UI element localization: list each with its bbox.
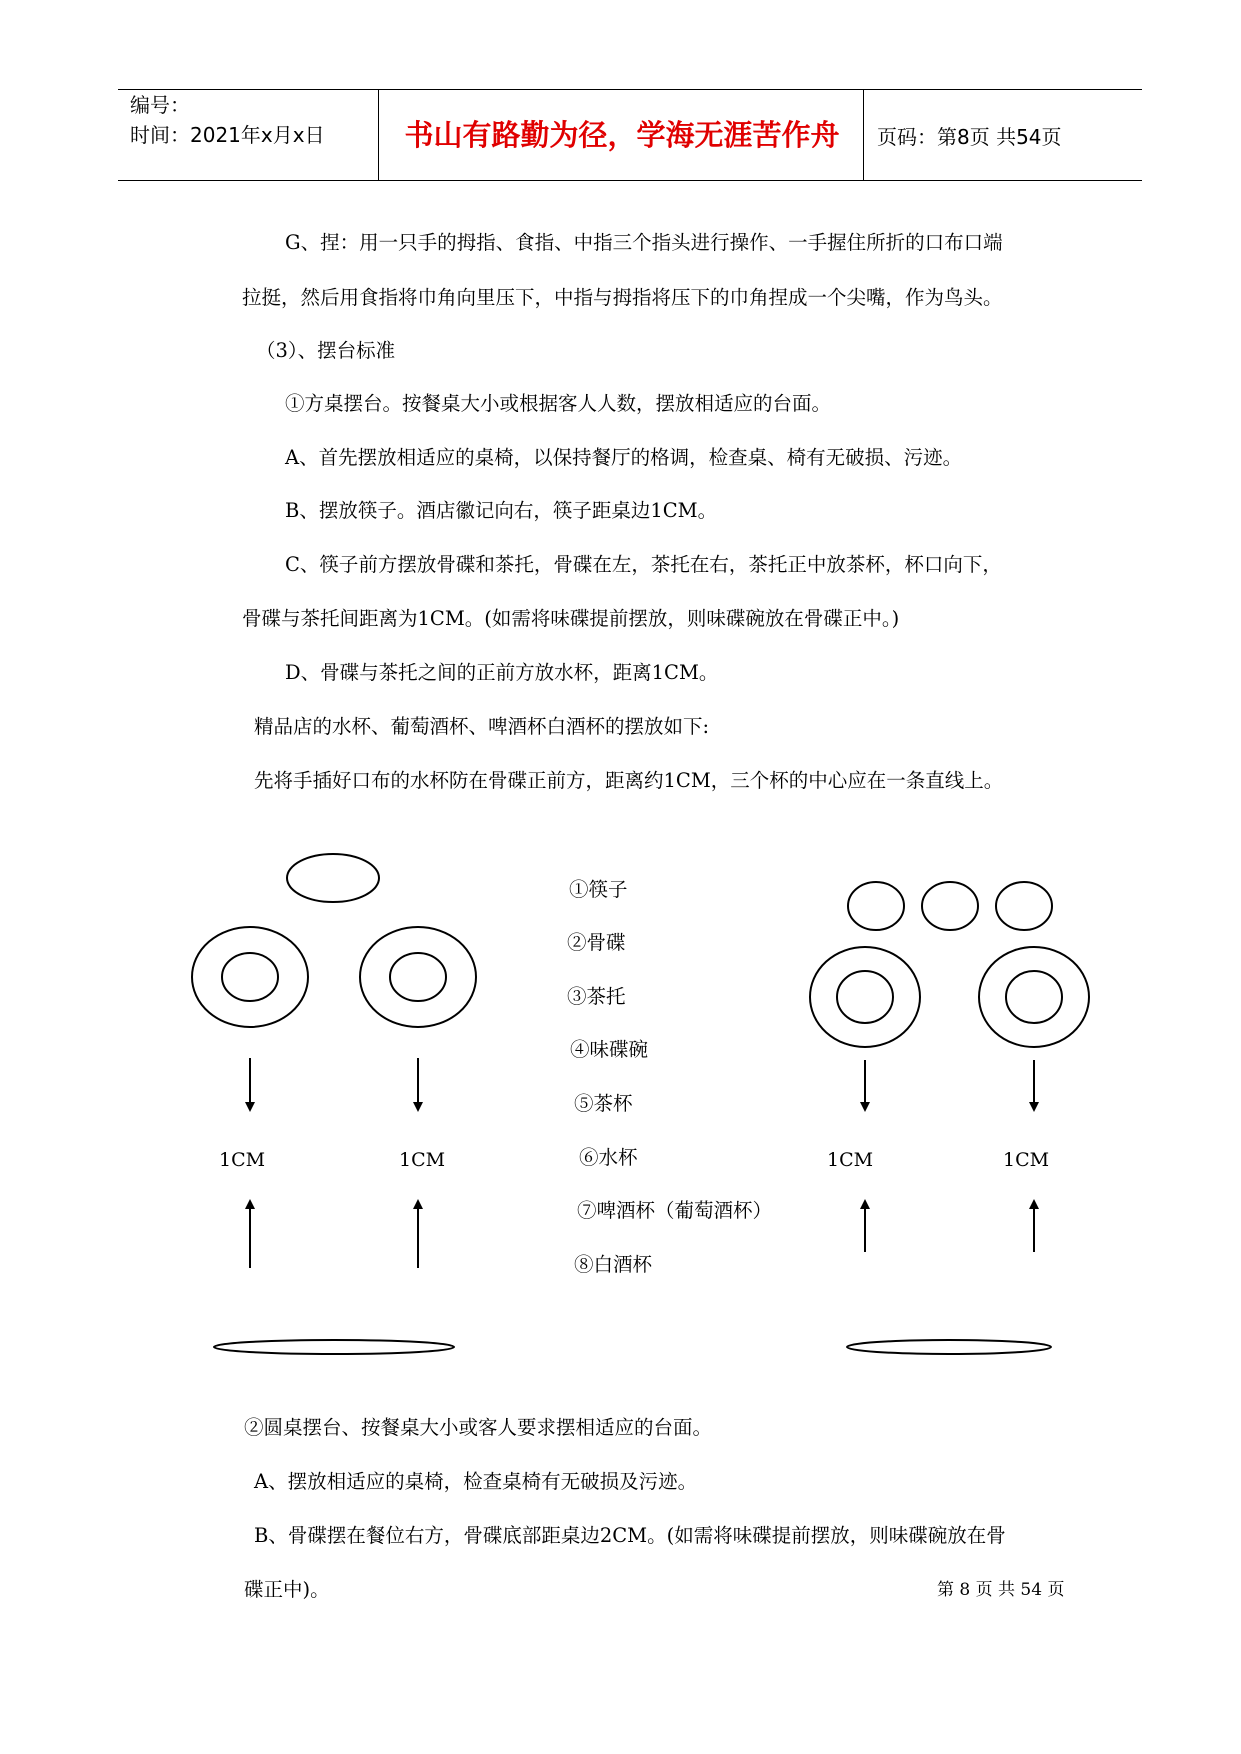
paragraph-round-b-plate: B、骨碟摆在餐位右方，骨碟底部距桌边2CM。(如需将味碟提前摆放，则味碟碗放在骨 (254, 1524, 1006, 1547)
tea-saucer-inner-right (1006, 971, 1062, 1023)
bone-plate-outer-left (192, 927, 308, 1027)
table-edge-left (214, 1340, 454, 1354)
legend-item-sauce-dish: ④味碟碗 (570, 1038, 649, 1061)
paragraph-round-a-chairs: A、摆放相适应的桌椅，检查桌椅有无破损及污迹。 (254, 1470, 698, 1493)
legend-item-water-cup: ⑥水杯 (579, 1146, 638, 1169)
section-heading-table-setting: （3）、摆台标准 (256, 339, 396, 362)
paragraph-round-table: ②圆桌摆台、按餐桌大小或客人要求摆相适应的台面。 (244, 1416, 713, 1439)
tea-saucer-outer-right (979, 947, 1089, 1047)
paragraph-square-table: ①方桌摆台。按餐桌大小或根据客人人数，摆放相适应的台面。 (285, 392, 832, 415)
legend-item-liquor-glass: ⑧白酒杯 (574, 1253, 653, 1276)
header-motto: 书山有路勤为径，学海无涯苦作舟 (404, 118, 840, 152)
bone-plate-outer-right (810, 947, 920, 1047)
distance-label: 1CM (399, 1149, 446, 1171)
footer-page-number: 第 8 页 共 54 页 (937, 1580, 1065, 1600)
water-cup-shape (287, 854, 379, 902)
cup-shape-1 (848, 882, 904, 930)
cup-shape-2 (922, 882, 978, 930)
paragraph-d-water-cup: D、骨碟与茶托之间的正前方放水杯，距离1CM。 (285, 661, 719, 684)
tea-saucer-outer-left (360, 927, 476, 1027)
distance-label: 1CM (219, 1149, 266, 1171)
bone-plate-inner-right (837, 971, 893, 1023)
legend-item-bone-plate: ②骨碟 (567, 931, 626, 954)
legend-item-tea-cup: ⑤茶杯 (574, 1092, 633, 1115)
serial-label: 编号： (130, 93, 190, 117)
tea-saucer-inner-left (390, 953, 446, 1001)
distance-label: 1CM (827, 1149, 874, 1171)
paragraph-cup-placement: 先将手插好口布的水杯防在骨碟正前方，距离约1CM，三个杯的中心应在一条直线上。 (254, 769, 1004, 792)
legend-item-tea-saucer: ③茶托 (567, 985, 626, 1008)
paragraph-a-chairs: A、首先摆放相适应的桌椅，以保持餐厅的格调，检查桌、椅有无破损、污迹。 (285, 446, 963, 469)
paragraph-premium-cups: 精品店的水杯、葡萄酒杯、啤酒杯白酒杯的摆放如下: (254, 715, 710, 738)
table-edge-right (847, 1340, 1051, 1354)
paragraph-c-plates: C、筷子前方摆放骨碟和茶托，骨碟在左，茶托在右，茶托正中放茶杯，杯口向下， (285, 553, 1002, 576)
paragraph-b-chopsticks: B、摆放筷子。酒店徽记向右，筷子距桌边1CM。 (285, 499, 718, 522)
time-label: 时间：2021年x月x日 (130, 123, 325, 147)
legend-item-chopsticks: ①筷子 (569, 878, 628, 901)
paragraph-c-plates-cont: 骨碟与茶托间距离为1CM。(如需将味碟提前摆放，则味碟碗放在骨碟正中。) (242, 607, 900, 630)
paragraph-round-b-plate-cont: 碟正中)。 (244, 1578, 330, 1601)
paragraph-g-pinch-cont: 拉挺，然后用食指将巾角向里压下，中指与拇指将压下的巾角捏成一个尖嘴，作为鸟头。 (242, 286, 1003, 309)
distance-label: 1CM (1003, 1149, 1050, 1171)
bone-plate-inner-left (222, 953, 278, 1001)
cup-shape-3 (996, 882, 1052, 930)
header-page-label: 页码：第8页 共54页 (877, 125, 1062, 149)
legend-item-beer-glass: ⑦啤酒杯（葡萄酒杯） (577, 1199, 773, 1222)
paragraph-g-pinch: G、捏：用一只手的拇指、食指、中指三个指头进行操作、一手握住所折的口布口端 (285, 231, 1003, 254)
